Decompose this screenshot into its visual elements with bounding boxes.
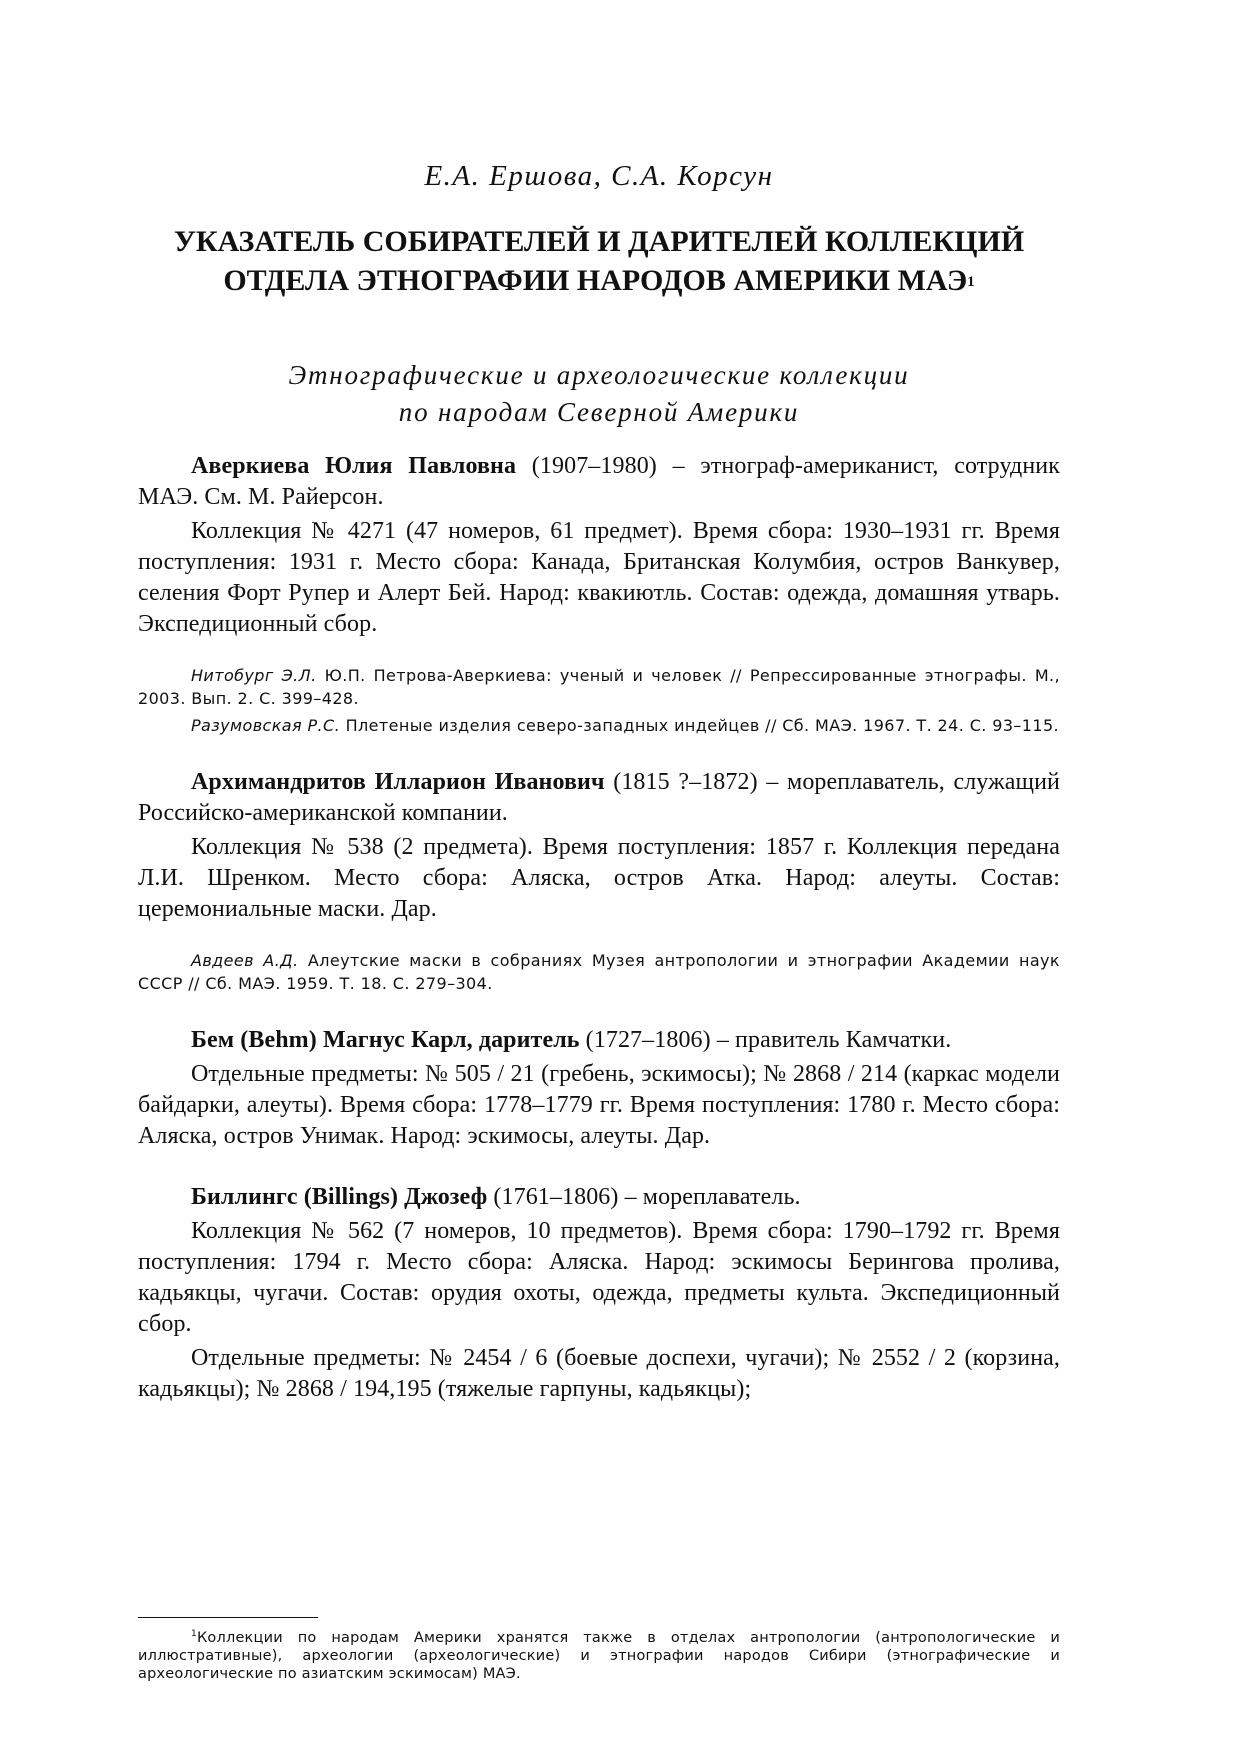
- references: [138, 949, 1060, 995]
- entry-heading: [138, 1182, 1060, 1213]
- entry-name: Архимандритов Илларион Иванович: [191, 769, 605, 795]
- entry-heading: [138, 1025, 1060, 1056]
- entry-paragraph: Коллекция № 538 (2 предмета). Время поступления: 1857 г. Коллекция передана Л.И. Шренком. Место сбора: Аляска, остров Атка. Народ: алеуты. Состав: церемониальные маски. Дар.: [138, 834, 1060, 922]
- title-footnote-mark: 1: [967, 274, 975, 290]
- subtitle-line-2: по народам Северной Америки: [398, 397, 800, 427]
- reference: [138, 949, 1060, 995]
- title-line-2: [138, 261, 1060, 300]
- entry-arkhimandritov: [138, 767, 1060, 995]
- reference: [138, 664, 1060, 710]
- footnote: [138, 1625, 1060, 1683]
- entry-bio: (1761–1806) – мореплаватель.: [487, 1184, 801, 1210]
- entry-bio: (1815 ?–1872) – мореплаватель, служащий Российско-американской компании.: [138, 769, 1060, 826]
- entries-list: [138, 451, 1060, 1408]
- article-title: [138, 222, 1060, 300]
- entry-bio: (1727–1806) – правитель Камчатки.: [579, 1027, 952, 1053]
- reference-author: Разумовская Р.С.: [191, 716, 341, 735]
- entry-averkieva: [138, 451, 1060, 737]
- reference-author: Нитобург Э.Л.: [191, 666, 317, 685]
- entry-name: Бем (Behm) Магнус Карл, даритель: [191, 1027, 580, 1053]
- footnote-mark: 1: [191, 1629, 197, 1639]
- reference-text: Ю.П. Петрова-Аверкиева: ученый и человек // Репрессированные этнографы. М., 2003. Вып. 2. С. 399–428.: [138, 666, 1060, 708]
- references: [138, 664, 1060, 737]
- entry-billings: [138, 1182, 1060, 1405]
- entry-heading: [138, 767, 1060, 829]
- entry-paragraph: Отдельные предметы: № 505 / 21 (гребень, эскимосы); № 2868 / 214 (каркас модели байдарки, алеуты). Время сбора: 1778–1779 гг. Время поступления: 1780 г. Место сбора: Аляска, остров Унимак. Народ: эскимосы, алеуты. Дар.: [138, 1061, 1060, 1149]
- entry-name: Биллингс (Billings) Джозеф: [191, 1184, 488, 1210]
- entry-paragraph: Коллекция № 4271 (47 номеров, 61 предмет). Время сбора: 1930–1931 гг. Время поступления: 1931 г. Место сбора: Канада, Британская Колумбия, остров Ванкувер, селения Форт Рупер и Алерт Бей. Народ: квакиютль. Состав: одежда, домашняя утварь. Экспедиционный сбор.: [138, 518, 1060, 637]
- entry-bio: (1907–1980) – этнограф-американист, сотрудник МАЭ. См. М. Райерсон.: [138, 453, 1060, 510]
- section-subtitle: [138, 357, 1060, 431]
- entry-paragraph: Отдельные предметы: № 2454 / 6 (боевые доспехи, чугачи); № 2552 / 2 (корзина, кадьякцы); № 2868 / 194,195 (тяжелые гарпуны, кадьякцы);: [138, 1345, 1060, 1402]
- reference-text: Плетеные изделия северо-западных индейцев // Сб. МАЭ. 1967. Т. 24. С. 93–115.: [340, 716, 1060, 735]
- subtitle-line-1: Этнографические и археологические коллекции: [288, 360, 910, 390]
- entry-heading: [138, 451, 1060, 513]
- reference: [138, 714, 1060, 737]
- title-line-2-text: ОТДЕЛА ЭТНОГРАФИИ НАРОДОВ АМЕРИКИ МАЭ: [223, 264, 968, 297]
- footnote-text: Коллекции по народам Америки хранятся также в отделах антропологии (антропологические и иллюстративные), археологии (археологические) и этнографии народов Сибири (этнографические и археологические по азиатским эскимосам) МАЭ.: [138, 1629, 1060, 1682]
- title-line-1: УКАЗАТЕЛЬ СОБИРАТЕЛЕЙ И ДАРИТЕЛЕЙ КОЛЛЕКЦИЙ: [173, 225, 1025, 258]
- entry-paragraph: Коллекция № 562 (7 номеров, 10 предметов). Время сбора: 1790–1792 гг. Время поступления: 1794 г. Место сбора: Аляска. Народ: эскимосы Берингова пролива, кадьякцы, чугачи. Состав: орудия охоты, одежда, предметы культа. Экспедиционный сбор.: [138, 1218, 1060, 1337]
- entry-behm: [138, 1025, 1060, 1152]
- reference-author: Авдеев А.Д.: [191, 951, 299, 970]
- reference-text: Алеутские маски в собраниях Музея антропологии и этнографии Академии наук СССР // Сб. МАЭ. 1959. Т. 18. С. 279–304.: [138, 951, 1060, 993]
- article-authors: Е.А. Ершова, С.А. Корсун: [424, 160, 774, 192]
- footnote-divider: [138, 1617, 318, 1618]
- entry-name: Аверкиева Юлия Павловна: [191, 453, 517, 479]
